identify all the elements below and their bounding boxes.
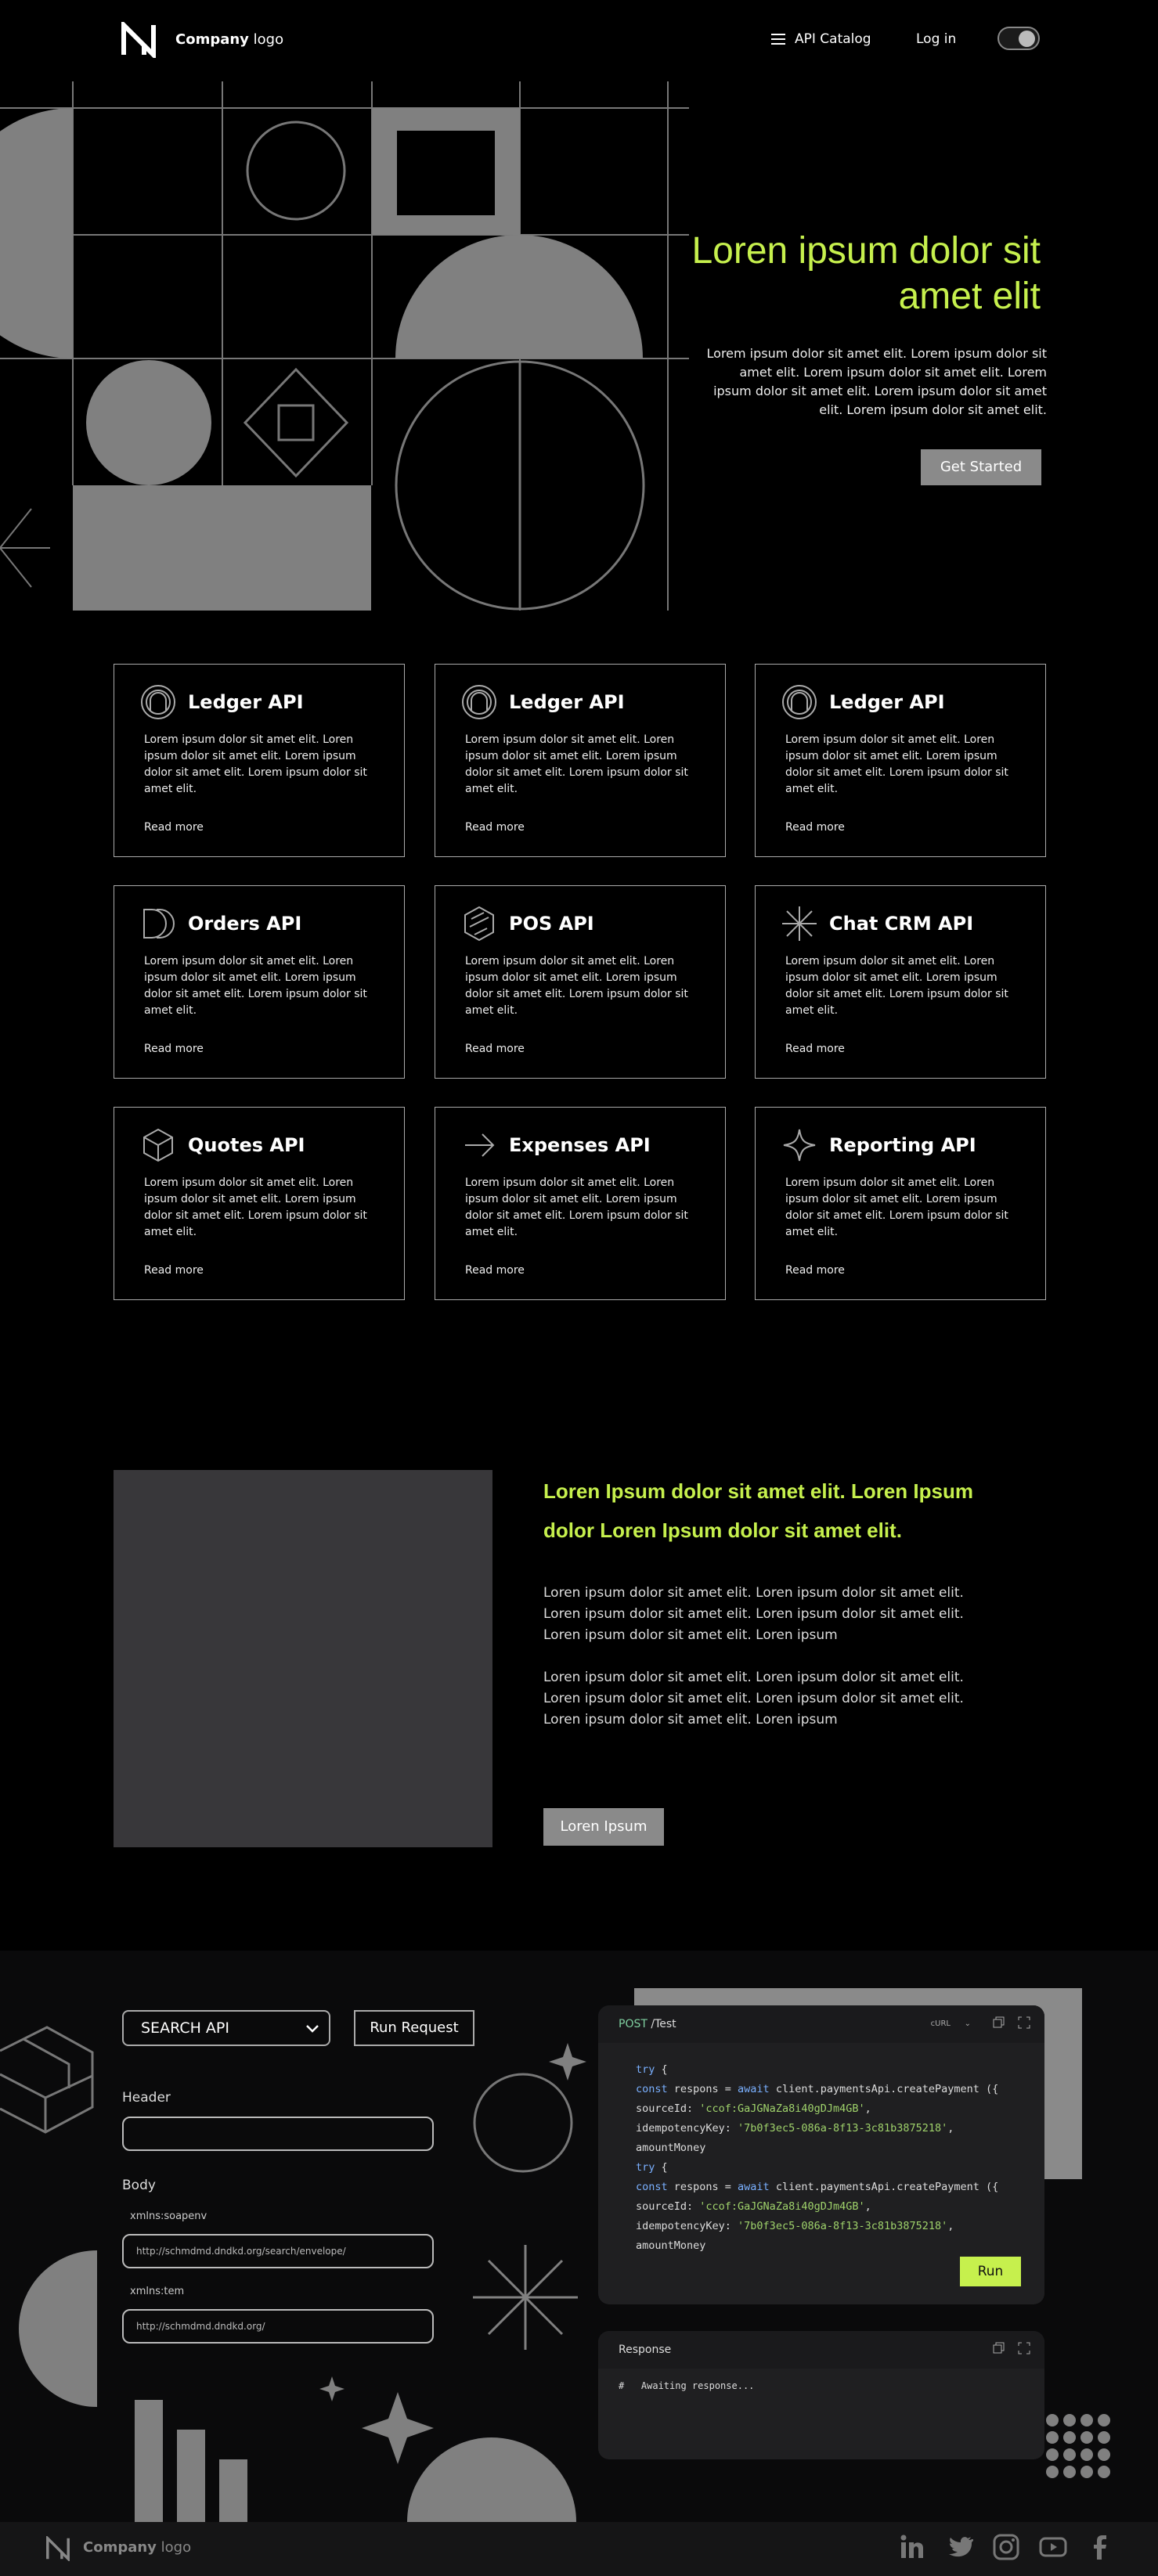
outline-circle-top [247, 122, 345, 219]
response-panel [598, 2331, 1044, 2459]
feature-paragraph-2: Loren ipsum dolor sit amet elit. Loren ipsum dolor sit amet elit. Loren ipsum dolor sit amet elit. Loren ipsum dolor sit amet elit. Loren ipsum dolor sit amet elit. Loren ipsum [543, 1670, 964, 1728]
code-text: client.paymentsApi.createPayment ({ [769, 2083, 999, 2095]
card-title: POS API [509, 913, 594, 935]
card-description: Lorem ipsum dolor sit amet elit. Loren ipsum dolor sit amet elit. Lorem ipsum dolor sit amet elit. Lorem ipsum dolor sit amet elit. [465, 733, 688, 795]
code-text: client.paymentsApi.createPayment ({ [769, 2181, 999, 2193]
api-card[interactable] [435, 664, 726, 857]
feature-title: Loren Ipsum dolor sit amet elit. Loren Ipsum dolor Loren Ipsum dolor sit amet elit. [543, 1479, 973, 1542]
api-card[interactable] [755, 885, 1046, 1079]
request-panel-header [598, 2005, 1044, 2043]
code-key: amountMoney [636, 2239, 706, 2252]
logo-mark-icon[interactable] [121, 22, 157, 58]
response-panel-header [598, 2331, 1044, 2369]
code-punct: , [864, 2200, 871, 2213]
api-catalog-link[interactable] [771, 31, 871, 47]
half-circle-bottom [407, 2437, 576, 2522]
outline-circle-demo [474, 2074, 572, 2171]
request-code [636, 2060, 998, 2256]
expand-icon[interactable] [1018, 2342, 1030, 2354]
card-title: Ledger API [509, 691, 625, 713]
code-keyword: const [636, 2083, 668, 2095]
xmlns-soapenv-input[interactable]: http://schmdmd.dndkd.org/search/envelope/ [122, 2234, 434, 2268]
bottom-block [73, 485, 371, 611]
api-card[interactable] [114, 885, 405, 1079]
code-line [636, 2060, 998, 2080]
card-description: Lorem ipsum dolor sit amet elit. Loren ipsum dolor sit amet elit. Lorem ipsum dolor sit amet elit. Lorem ipsum dolor sit amet elit. [144, 955, 367, 1017]
logo-rest: logo [248, 31, 284, 48]
code-keyword: const [636, 2181, 668, 2193]
read-more-link[interactable]: Read more [785, 1043, 845, 1055]
code-keyword: await [738, 2181, 770, 2193]
code-key: idempotencyKey: [636, 2220, 738, 2232]
chevron-down-icon [304, 2019, 321, 2037]
facebook-icon[interactable] [1086, 2533, 1114, 2561]
response-title: Response [619, 2344, 672, 2356]
response-text: # Awaiting response... [619, 2380, 755, 2391]
copy-icon[interactable] [993, 2342, 1005, 2354]
header-label: Header [122, 2090, 171, 2106]
code-string: '7b0f3ec5-086a-8f13-3c81b3875218' [738, 2220, 948, 2232]
code-text: { [655, 2063, 668, 2076]
language-selector[interactable]: cURL [930, 2019, 951, 2028]
card-description: Lorem ipsum dolor sit amet elit. Loren ipsum dolor sit amet elit. Lorem ipsum dolor sit amet elit. Lorem ipsum dolor sit amet elit. [144, 1176, 367, 1238]
footer-logo-rest: logo [156, 2539, 192, 2556]
xmlns-tem-label: xmlns:tem [130, 2286, 185, 2297]
code-keyword: try [636, 2063, 655, 2076]
half-circle-demo-left [19, 2250, 97, 2407]
api-catalog-label: API Catalog [795, 31, 871, 47]
toggle-knob [1019, 31, 1035, 47]
feature-image-placeholder [114, 1470, 492, 1847]
sparkle-tiny [319, 2376, 345, 2401]
pos-icon [460, 905, 498, 942]
logo-bold: Company [175, 31, 249, 48]
bar-3 [219, 2459, 247, 2522]
api-select-dropdown[interactable] [122, 2010, 330, 2046]
hero-title: Loren ipsum dolor sit amet elit [691, 230, 1041, 317]
code-line [636, 2217, 998, 2236]
card-title: Ledger API [188, 691, 304, 713]
read-more-link[interactable]: Read more [465, 1043, 525, 1055]
dot-grid [1046, 2414, 1110, 2478]
reporting-icon [781, 1126, 818, 1164]
xmlns-soapenv-label: xmlns:soapenv [130, 2210, 207, 2222]
body-label: Body [122, 2178, 156, 2193]
card-description: Lorem ipsum dolor sit amet elit. Loren ipsum dolor sit amet elit. Lorem ipsum dolor sit amet elit. Lorem ipsum dolor sit amet elit. [465, 955, 688, 1017]
instagram-icon[interactable] [992, 2533, 1020, 2561]
http-method: POST [619, 2018, 648, 2030]
hero-text: Lorem ipsum dolor sit amet elit. Lorem ipsum dolor sit amet elit. Lorem ipsum dolor sit amet elit. Lorem ipsum dolor sit amet elit. Lorem ipsum dolor sit amet elit. Lorem ipsum dolor sit amet elit. [706, 346, 1047, 417]
half-circle-left [0, 108, 73, 358]
card-description: Lorem ipsum dolor sit amet elit. Loren ipsum dolor sit amet elit. Lorem ipsum dolor sit amet elit. Lorem ipsum dolor sit amet elit. [785, 733, 1008, 795]
code-keyword: try [636, 2161, 655, 2174]
code-key: idempotencyKey: [636, 2122, 738, 2135]
read-more-link[interactable]: Read more [465, 1264, 525, 1277]
code-punct: , [864, 2102, 871, 2115]
code-key: amountMoney [636, 2142, 706, 2154]
ledger-icon [139, 683, 177, 721]
menu-icon [771, 34, 785, 45]
feature-paragraph-1: Loren ipsum dolor sit amet elit. Loren ipsum dolor sit amet elit. Loren ipsum dolor sit amet elit. Loren ipsum dolor sit amet elit. Loren ipsum dolor sit amet elit. Loren ipsum [543, 1585, 964, 1643]
code-line [636, 2236, 998, 2256]
api-card[interactable] [435, 885, 726, 1079]
code-punct: , [947, 2220, 954, 2232]
request-path: /Test [647, 2018, 676, 2030]
card-description: Lorem ipsum dolor sit amet elit. Loren ipsum dolor sit amet elit. Lorem ipsum dolor sit amet elit. Lorem ipsum dolor sit amet elit. [144, 733, 367, 795]
copy-icon[interactable] [993, 2016, 1005, 2029]
footer-logo-icon[interactable] [45, 2536, 70, 2561]
code-punct: , [947, 2122, 954, 2135]
code-line [636, 2099, 998, 2119]
footer-logo-text[interactable] [83, 2539, 191, 2556]
api-card[interactable] [435, 1107, 726, 1300]
ledger-icon [781, 683, 818, 721]
code-string: 'ccof:GaJGNaZa8i40gDJm4GB' [699, 2200, 865, 2213]
api-card[interactable] [755, 1107, 1046, 1300]
code-line [636, 2158, 998, 2178]
arrow-left-shape [0, 509, 50, 587]
card-description: Lorem ipsum dolor sit amet elit. Loren ipsum dolor sit amet elit. Lorem ipsum dolor sit amet elit. Lorem ipsum dolor sit amet elit. [785, 955, 1008, 1017]
code-key: sourceId: [636, 2200, 700, 2213]
card-description: Lorem ipsum dolor sit amet elit. Loren ipsum dolor sit amet elit. Lorem ipsum dolor sit amet elit. Lorem ipsum dolor sit amet elit. [785, 1176, 1008, 1238]
orders-icon [139, 905, 177, 942]
card-title: Chat CRM API [829, 913, 974, 935]
ledger-icon [460, 683, 498, 721]
code-line [636, 2178, 998, 2197]
hero-illustration [0, 81, 689, 614]
code-line [636, 2119, 998, 2138]
xmlns-tem-input[interactable]: http://schmdmd.dndkd.org/ [122, 2309, 434, 2344]
get-started-button[interactable]: Get Started [921, 449, 1041, 485]
card-title: Reporting API [829, 1134, 976, 1156]
chat-crm-icon [781, 905, 818, 942]
code-line [636, 2197, 998, 2217]
code-string: 'ccof:GaJGNaZa8i40gDJm4GB' [699, 2102, 865, 2115]
feature-button[interactable]: Loren Ipsum [543, 1808, 664, 1846]
read-more-link[interactable]: Read more [785, 1264, 845, 1277]
code-line [636, 2138, 998, 2158]
sparkle-small [549, 2043, 586, 2081]
code-text: respons = [667, 2083, 738, 2095]
code-key: sourceId: [636, 2102, 700, 2115]
code-text: { [655, 2161, 668, 2174]
footer-logo-bold: Company [83, 2539, 157, 2556]
card-title: Ledger API [829, 691, 945, 713]
theme-toggle[interactable] [997, 27, 1040, 50]
read-more-link[interactable]: Read more [144, 1043, 204, 1055]
login-link[interactable]: Log in [916, 31, 957, 47]
code-line [636, 2080, 998, 2099]
read-more-link[interactable]: Read more [785, 821, 845, 834]
api-card[interactable] [114, 1107, 405, 1300]
bar-1 [135, 2400, 163, 2522]
company-logo-text[interactable] [175, 31, 283, 48]
code-text: respons = [667, 2181, 738, 2193]
diamond-outline [245, 369, 347, 476]
api-card[interactable] [114, 664, 405, 857]
card-title: Orders API [188, 913, 302, 935]
social-links [898, 2533, 1114, 2561]
quotes-icon [139, 1126, 177, 1164]
run-button[interactable]: Run [960, 2257, 1021, 2286]
api-card[interactable] [755, 664, 1046, 857]
card-title: Quotes API [188, 1134, 305, 1156]
chevron-down-icon[interactable]: ⌄ [964, 2019, 971, 2028]
bar-2 [177, 2430, 205, 2522]
run-request-button[interactable]: Run Request [354, 2010, 474, 2046]
linkedin-icon[interactable] [898, 2533, 926, 2561]
card-description: Lorem ipsum dolor sit amet elit. Loren ipsum dolor sit amet elit. Lorem ipsum dolor sit amet elit. Lorem ipsum dolor sit amet elit. [465, 1176, 688, 1238]
filled-circle [86, 360, 211, 485]
read-more-link[interactable]: Read more [465, 821, 525, 834]
youtube-icon[interactable] [1039, 2533, 1067, 2561]
read-more-link[interactable]: Read more [144, 1264, 204, 1277]
sparkle-large [362, 2392, 434, 2464]
card-title: Expenses API [509, 1134, 651, 1156]
read-more-link[interactable]: Read more [144, 821, 204, 834]
isometric-logo-shape [0, 2027, 92, 2132]
code-string: '7b0f3ec5-086a-8f13-3c81b3875218' [738, 2122, 948, 2135]
header-input[interactable] [122, 2117, 434, 2151]
expand-icon[interactable] [1018, 2016, 1030, 2029]
expenses-icon [460, 1126, 498, 1164]
twitter-icon[interactable] [945, 2533, 973, 2561]
code-keyword: await [738, 2083, 770, 2095]
api-select-value: SEARCH API [141, 2019, 229, 2037]
